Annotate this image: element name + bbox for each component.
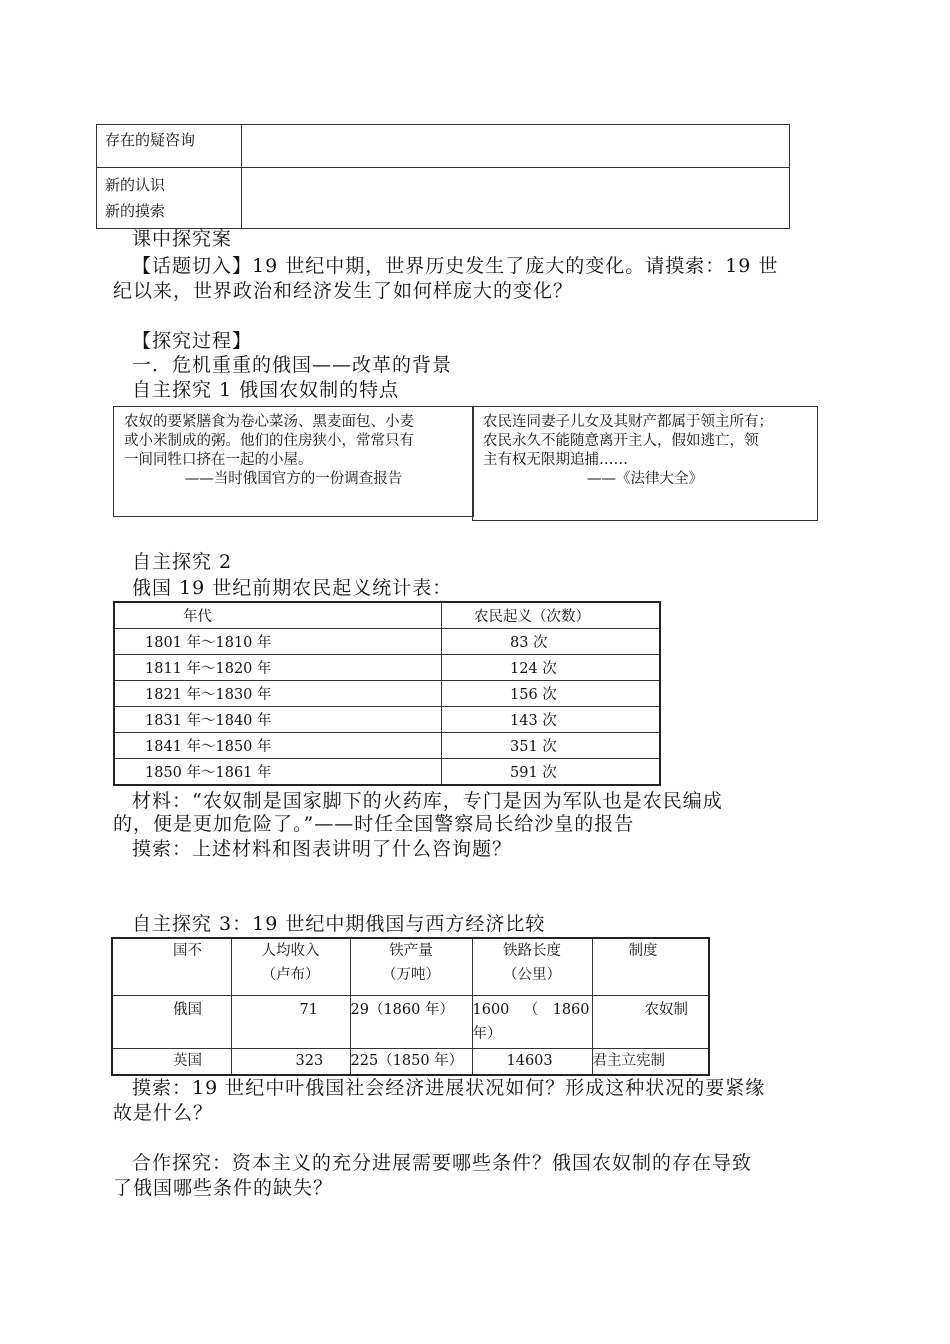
system-cell: 农奴制 [592,995,709,1048]
part1-heading: 一．危机重重的俄国——改革的背景 [132,354,453,376]
count-cell: 124 次 [442,655,661,681]
header-iron-unit: （万吨） [382,967,440,983]
quote-box-left [113,406,474,517]
doubts-label-text: 存在的疑咨询 [105,131,196,149]
table-row [97,125,790,168]
topic-intro-line1: 【话题切入】19 世纪中期，世界历史发生了庞大的变化。请摸索：19 世 [132,255,779,277]
table-header-row [112,938,709,995]
question1: 摸索：上述材料和图表讲明了什么咨询题？ [132,838,513,860]
railway-paren: （ [523,1001,539,1018]
inquiry2-heading: 自主探究 2 [132,551,233,573]
quote-right-line: 农民连同妻子儿女及其财产都属于领主所有； [483,414,773,430]
count-cell: 143 次 [442,707,661,733]
header-country [112,938,231,995]
inquiry1-heading: 自主探究 1 俄国农奴制的特点 [132,379,400,401]
uprising-table-title: 俄国 19 世纪前期农民起义统计表： [132,577,453,599]
section-title: 课中探究案 [132,228,233,250]
table-row [114,707,660,733]
new-thoughts-label [97,168,242,229]
table-row [114,629,660,655]
table-row [114,655,660,681]
quote-right-source: ——《法律大全》 [587,471,703,487]
material-line2: 的，便是更加危险了。”——时任全国警察局长给沙皇的报告 [113,813,635,835]
header-uprisings: 农民起义（次数） [442,602,661,629]
count-cell: 351 次 [442,733,661,759]
table-row [114,681,660,707]
era-cell: 1841 年～1850 年 [114,733,442,759]
process-heading: 【探究过程】 [132,330,253,352]
country-cell: 俄国 [112,995,231,1048]
table-row [112,1048,709,1075]
coop-line1: 合作探究：资本主义的充分进展需要哪些条件？俄国农奴制的存在导致 [132,1152,753,1174]
table-row [112,995,709,1048]
header-iron [350,938,472,995]
topic-intro-line2: 纪以来，世界政治和经济发生了如何样庞大的变化？ [113,280,574,302]
era-cell: 1811 年～1820 年 [114,655,442,681]
header-railway-unit: （公里） [503,967,561,983]
railway-value: 1600 [472,1001,510,1018]
header-income-text: 人均收入 [261,943,320,959]
question2-line2: 故是什么？ [113,1102,214,1124]
count-cell: 156 次 [442,681,661,707]
table-row [114,759,660,786]
quote-left-line: 一间同牲口挤在一起的小屋。 [124,452,313,468]
count-cell: 591 次 [442,759,661,786]
railway-year: 1860 [552,1001,590,1018]
railway-cell: 14603 [472,1048,592,1075]
income-cell: 71 [231,995,350,1048]
header-income-unit: （卢布） [261,967,320,983]
question2-line1: 摸索：19 世纪中叶俄国社会经济进展状况如何？形成这种状况的要紧缘 [132,1077,766,1099]
table-row [114,733,660,759]
era-cell: 1831 年～1840 年 [114,707,442,733]
new-knowledge-text: 新的认识 [105,176,166,194]
economy-comparison-table [111,937,710,1076]
header-railway-text: 铁路长度 [503,943,561,959]
country-cell: 英国 [112,1048,231,1075]
era-cell: 1850 年～1861 年 [114,759,442,786]
era-cell: 1821 年～1830 年 [114,681,442,707]
railway-cell [472,995,592,1048]
coop-line2: 了俄国哪些条件的缺失？ [113,1177,334,1199]
uprising-table [113,601,661,786]
quote-left-source: ——当时俄国官方的一份调查报告 [184,471,403,487]
header-railway [472,938,592,995]
iron-cell: 225（1850 年） [350,1048,472,1075]
era-cell: 1801 年～1810 年 [114,629,442,655]
header-country-text: 国不 [173,943,202,959]
new-thoughts-value-cell [242,168,790,229]
railway-year-suffix: 年） [472,1025,502,1042]
new-exploration-text: 新的摸索 [105,202,166,220]
quote-left-line: 农奴的要紧膳食为卷心菜汤、黑麦面包、小麦 [124,414,414,430]
quote-right-line: 农民永久不能随意离开主人，假如逃亡，领 [483,433,759,449]
count-cell: 83 次 [442,629,661,655]
quote-box-right [472,406,818,521]
header-era: 年代 [114,602,442,629]
header-income [231,938,350,995]
doubts-value-cell [242,125,790,168]
material-line1: 材料：“农奴制是国家脚下的火药库，专门是因为军队也是农民编成 [132,790,723,812]
header-system [592,938,709,995]
header-system-text: 制度 [628,943,658,959]
header-iron-text: 铁产量 [389,943,433,959]
doubts-label [97,125,242,168]
inquiry3-heading: 自主探究 3：19 世纪中期俄国与西方经济比较 [132,913,546,935]
iron-cell: 29（1860 年） [350,995,472,1048]
table-row [97,168,790,229]
top-reflection-table [96,124,790,229]
system-cell: 君主立宪制 [592,1048,709,1075]
income-cell: 323 [231,1048,350,1075]
quote-left-line: 或小米制成的粥。他们的住房狭小，常常只有 [124,433,414,449]
quote-right-line: 主有权无限期追捕…… [483,452,628,468]
table-header-row [114,602,660,629]
